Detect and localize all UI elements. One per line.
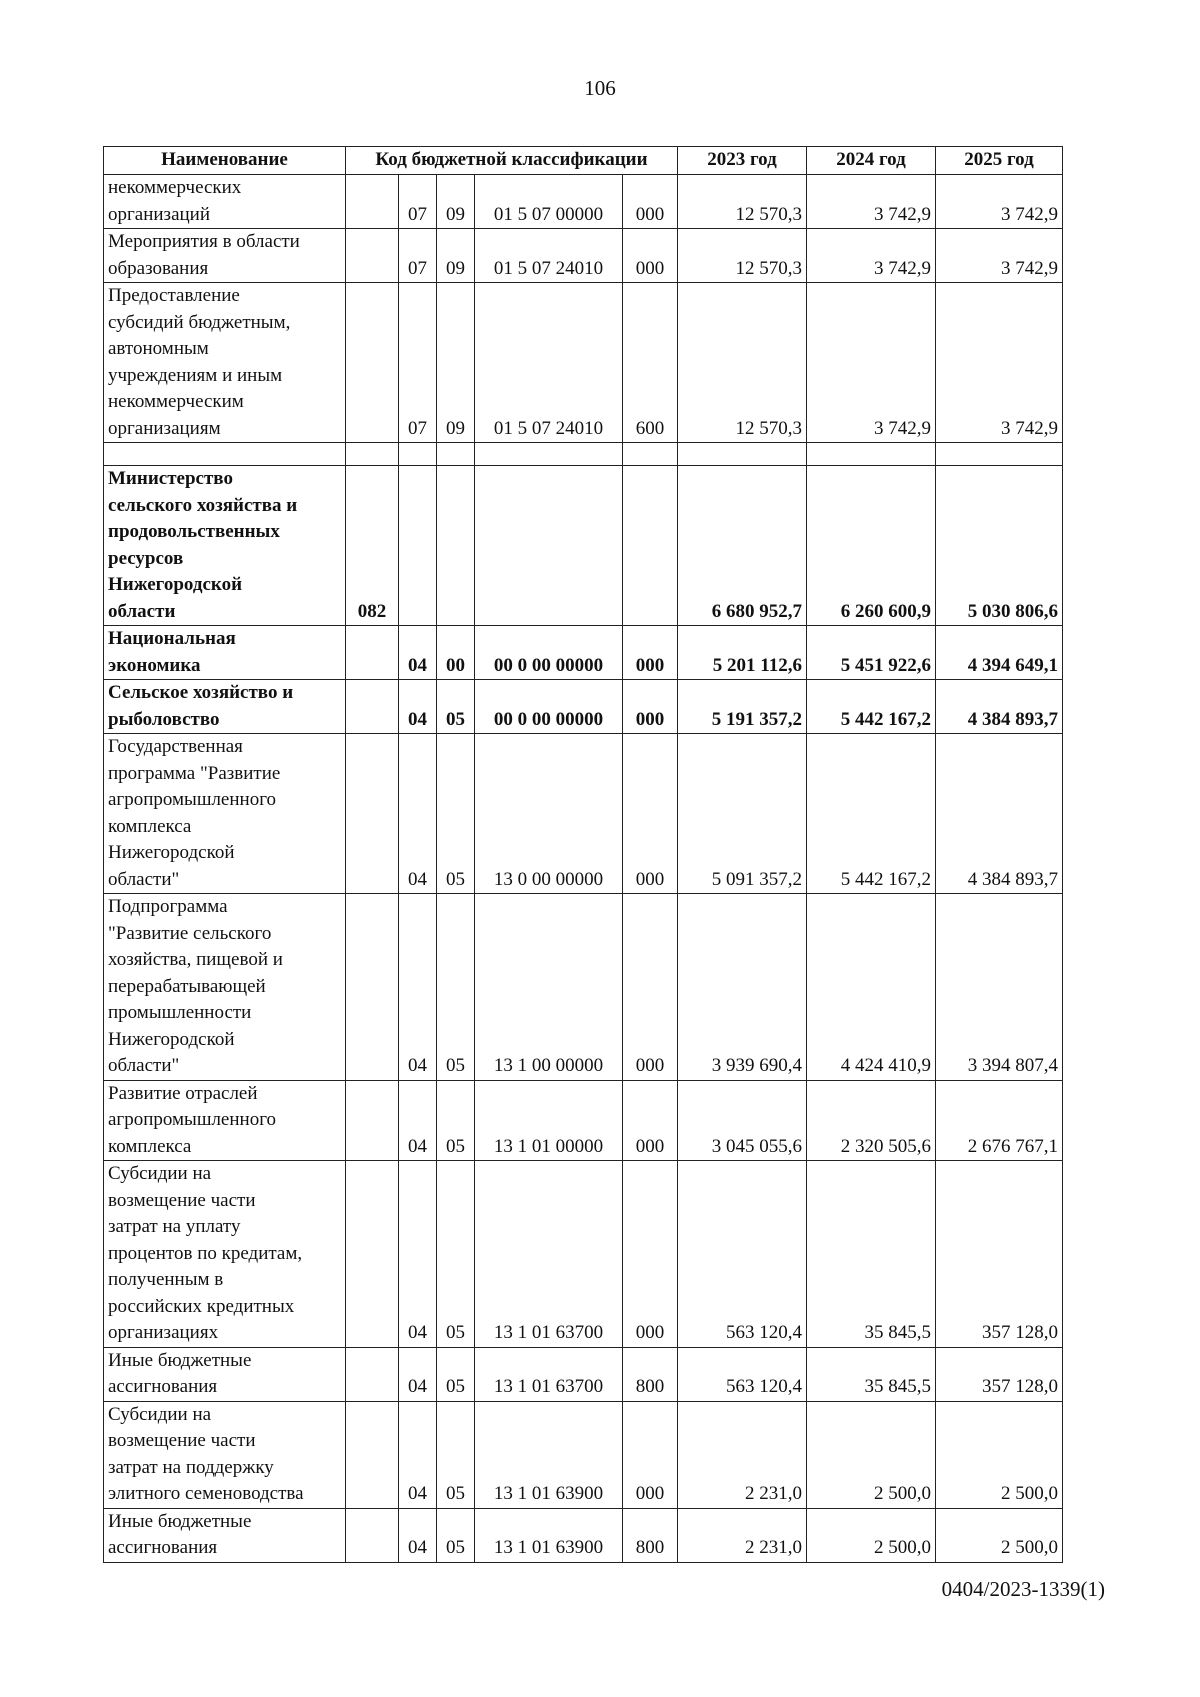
page-number: 106: [584, 76, 616, 100]
cell-subsection: 05: [437, 1508, 475, 1562]
cell-2025: 357 128,0: [936, 1347, 1063, 1401]
cell-subsection: 05: [437, 1401, 475, 1508]
cell-ministry-code: [346, 283, 399, 443]
cell-section: [399, 466, 437, 626]
cell-2025: 3 742,9: [936, 175, 1063, 229]
cell-section: 07: [399, 229, 437, 283]
table-row: [104, 283, 1063, 443]
cell-ministry-code: [346, 1161, 399, 1348]
cell-ministry-code: [346, 734, 399, 894]
cell-target-article: 01 5 07 24010: [475, 229, 623, 283]
table-row: [104, 734, 1063, 894]
cell-2023: 12 570,3: [678, 229, 807, 283]
cell-2024: 3 742,9: [807, 229, 936, 283]
cell-subsection: 09: [437, 229, 475, 283]
cell-2025: 5 030 806,6: [936, 466, 1063, 626]
cell-name: Подпрограмма "Развитие сельского хозяйства, пищевой и перерабатывающей промышленности Нижегородской области": [104, 894, 346, 1081]
cell-target-article: 01 5 07 00000: [475, 175, 623, 229]
table-row: [104, 680, 1063, 734]
cell-target-article: 00 0 00 00000: [475, 626, 623, 680]
cell-2025: 2 676 767,1: [936, 1080, 1063, 1161]
cell-subsection: 00: [437, 626, 475, 680]
cell-target-article: 13 1 00 00000: [475, 894, 623, 1081]
cell-expense-type: 000: [623, 626, 678, 680]
cell-2023: 2 231,0: [678, 1508, 807, 1562]
cell-2023: 563 120,4: [678, 1347, 807, 1401]
cell-name: Развитие отраслей агропромышленного комплекса: [104, 1080, 346, 1161]
cell-ministry-code: [346, 680, 399, 734]
cell-2024: 35 845,5: [807, 1161, 936, 1348]
cell-2025: 4 384 893,7: [936, 734, 1063, 894]
cell-section: 04: [399, 1401, 437, 1508]
cell-2023: 5 091 357,2: [678, 734, 807, 894]
cell-ministry-code: [346, 1080, 399, 1161]
cell-name: Субсидии на возмещение части затрат на поддержку элитного семеноводства: [104, 1401, 346, 1508]
cell-ministry-code: [346, 626, 399, 680]
empty-cell: [104, 443, 346, 466]
cell-expense-type: 800: [623, 1508, 678, 1562]
cell-name: Государственная программа "Развитие агропромышленного комплекса Нижегородской области": [104, 734, 346, 894]
cell-subsection: 05: [437, 680, 475, 734]
cell-name: Предоставление субсидий бюджетным, автономным учреждениям и иным некоммерческим организациям: [104, 283, 346, 443]
table-row: [104, 1161, 1063, 1348]
cell-target-article: 13 0 00 00000: [475, 734, 623, 894]
empty-cell: [399, 443, 437, 466]
table-row: [104, 894, 1063, 1081]
cell-name: Иные бюджетные ассигнования: [104, 1347, 346, 1401]
table-row: [104, 229, 1063, 283]
cell-section: 04: [399, 680, 437, 734]
cell-section: 04: [399, 734, 437, 894]
cell-2023: 3 939 690,4: [678, 894, 807, 1081]
cell-expense-type: 000: [623, 175, 678, 229]
cell-subsection: 05: [437, 894, 475, 1081]
cell-section: 07: [399, 175, 437, 229]
cell-ministry-code: [346, 229, 399, 283]
cell-name: Сельское хозяйство и рыболовство: [104, 680, 346, 734]
cell-2024: 3 742,9: [807, 175, 936, 229]
cell-section: 07: [399, 283, 437, 443]
cell-2024: 2 320 505,6: [807, 1080, 936, 1161]
empty-cell: [678, 443, 807, 466]
header-2024: 2024 год: [807, 147, 936, 175]
cell-2024: 2 500,0: [807, 1508, 936, 1562]
budget-table: [103, 146, 1063, 1563]
table-row: [104, 175, 1063, 229]
document-code: 0404/2023-1339(1): [941, 1577, 1105, 1601]
cell-expense-type: 800: [623, 1347, 678, 1401]
cell-2025: 3 742,9: [936, 229, 1063, 283]
cell-ministry-code: [346, 1508, 399, 1562]
cell-target-article: 00 0 00 00000: [475, 680, 623, 734]
cell-subsection: [437, 466, 475, 626]
table-body: [104, 175, 1063, 1563]
cell-ministry-code: [346, 1347, 399, 1401]
header-name: Наименование: [104, 147, 346, 175]
cell-expense-type: 000: [623, 1080, 678, 1161]
empty-cell: [807, 443, 936, 466]
table-header-row: [104, 147, 1063, 175]
table-row: [104, 1347, 1063, 1401]
cell-2024: 5 442 167,2: [807, 680, 936, 734]
cell-expense-type: 000: [623, 1161, 678, 1348]
table-row: [104, 466, 1063, 626]
cell-2023: 2 231,0: [678, 1401, 807, 1508]
cell-2025: 357 128,0: [936, 1161, 1063, 1348]
cell-section: 04: [399, 894, 437, 1081]
cell-section: 04: [399, 1508, 437, 1562]
header-2025: 2025 год: [936, 147, 1063, 175]
cell-target-article: 01 5 07 24010: [475, 283, 623, 443]
cell-expense-type: [623, 466, 678, 626]
header-code: Код бюджетной классификации: [346, 147, 678, 175]
cell-2023: 3 045 055,6: [678, 1080, 807, 1161]
cell-section: 04: [399, 1161, 437, 1348]
table-row: [104, 626, 1063, 680]
cell-name: Министерство сельского хозяйства и продовольственных ресурсов Нижегородской области: [104, 466, 346, 626]
cell-subsection: 05: [437, 1161, 475, 1348]
cell-2025: 4 384 893,7: [936, 680, 1063, 734]
cell-2025: 2 500,0: [936, 1401, 1063, 1508]
empty-cell: [346, 443, 399, 466]
cell-target-article: 13 1 01 63900: [475, 1508, 623, 1562]
cell-section: 04: [399, 1080, 437, 1161]
cell-2024: 6 260 600,9: [807, 466, 936, 626]
cell-expense-type: 000: [623, 894, 678, 1081]
cell-section: 04: [399, 626, 437, 680]
cell-2025: 4 394 649,1: [936, 626, 1063, 680]
header-2023: 2023 год: [678, 147, 807, 175]
empty-cell: [437, 443, 475, 466]
cell-subsection: 05: [437, 1347, 475, 1401]
cell-section: 04: [399, 1347, 437, 1401]
cell-expense-type: 000: [623, 1401, 678, 1508]
cell-2025: 2 500,0: [936, 1508, 1063, 1562]
spacer-row: [104, 443, 1063, 466]
cell-name: Иные бюджетные ассигнования: [104, 1508, 346, 1562]
cell-target-article: 13 1 01 63900: [475, 1401, 623, 1508]
cell-2023: 6 680 952,7: [678, 466, 807, 626]
cell-2023: 12 570,3: [678, 175, 807, 229]
cell-2024: 35 845,5: [807, 1347, 936, 1401]
empty-cell: [475, 443, 623, 466]
cell-name: Мероприятия в области образования: [104, 229, 346, 283]
cell-subsection: 05: [437, 1080, 475, 1161]
table-row: [104, 1080, 1063, 1161]
cell-subsection: 05: [437, 734, 475, 894]
cell-2023: 5 201 112,6: [678, 626, 807, 680]
cell-2024: 2 500,0: [807, 1401, 936, 1508]
table-row: [104, 1508, 1063, 1562]
cell-expense-type: 000: [623, 734, 678, 894]
table-row: [104, 1401, 1063, 1508]
cell-2024: 4 424 410,9: [807, 894, 936, 1081]
cell-2023: 5 191 357,2: [678, 680, 807, 734]
cell-subsection: 09: [437, 283, 475, 443]
cell-name: Национальная экономика: [104, 626, 346, 680]
cell-target-article: 13 1 01 63700: [475, 1347, 623, 1401]
cell-ministry-code: [346, 175, 399, 229]
cell-target-article: 13 1 01 00000: [475, 1080, 623, 1161]
cell-target-article: [475, 466, 623, 626]
cell-2024: 3 742,9: [807, 283, 936, 443]
cell-2025: 3 394 807,4: [936, 894, 1063, 1081]
cell-expense-type: 000: [623, 229, 678, 283]
cell-ministry-code: [346, 894, 399, 1081]
cell-name: Субсидии на возмещение части затрат на уплату процентов по кредитам, полученным в российских кредитных организациях: [104, 1161, 346, 1348]
cell-2023: 563 120,4: [678, 1161, 807, 1348]
cell-ministry-code: [346, 1401, 399, 1508]
cell-subsection: 09: [437, 175, 475, 229]
cell-2023: 12 570,3: [678, 283, 807, 443]
cell-ministry-code: 082: [346, 466, 399, 626]
cell-2024: 5 451 922,6: [807, 626, 936, 680]
cell-2024: 5 442 167,2: [807, 734, 936, 894]
empty-cell: [936, 443, 1063, 466]
cell-2025: 3 742,9: [936, 283, 1063, 443]
cell-target-article: 13 1 01 63700: [475, 1161, 623, 1348]
empty-cell: [623, 443, 678, 466]
cell-expense-type: 000: [623, 680, 678, 734]
cell-name: некоммерческих организаций: [104, 175, 346, 229]
cell-expense-type: 600: [623, 283, 678, 443]
